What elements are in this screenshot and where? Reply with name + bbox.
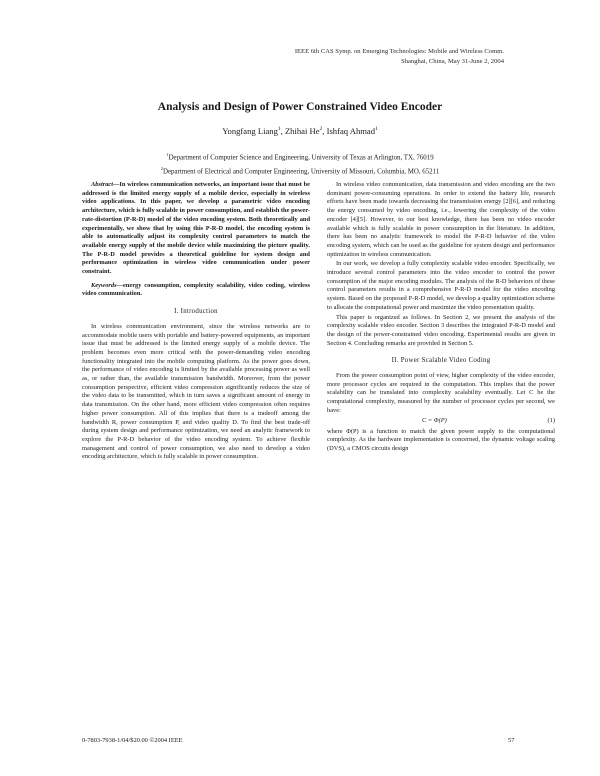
affiliation-1 [40, 150, 560, 164]
right-paragraph-1: In wireless video communication, data transmission and video encoding are the two dominant power-consuming operations. In order to extend the battery life, research efforts have been made towards decreasing the transmission energy [2][6], and reducing the energy consumed by video encoding, i.e., lowering the complexity of the video encoder [4][5]. However, to our best knowledge, there has been no video encoder available which is fully scalable in power consumption in the literature. In addition, there has been no analytic framework to model the P-R-D behavior of the video encoding system, which can be used as the guideline for system design and performance optimization in wireless communication. [327, 181, 555, 258]
abstract-text: In wireless communication networks, an important issue that must be addressed is the limited energy supply of a mobile device, especially in wireless video applications. In this paper, we develop a parametric video encoding architecture, which is fully scalable in power consumption, and establish the power-rate-distortion (P-R-D) model of the video encoding system. Both theoretically and experimentally, we show that by using this P-R-D model, the encoding system is able to automatically adjust its complexity control parameters to match the available energy supply of the mobile device while maximizing the picture quality. The P-R-D model provides a theoretical guideline for system design and performance optimization in wireless video communication under power constraint. [82, 181, 310, 276]
author-2-sup: 2 [319, 126, 323, 133]
right-paragraph-4: From the power consumption point of view, higher complexity of the video encoder, more processor cycles are required in the computation. This implies that the power scalability can be translated into complexity scalability eventually. Let C be the computational complexity, measured by the number of processor cycles per second, we have: [327, 372, 555, 414]
right-paragraph-3: This paper is organized as follows. In Section 2, we present the analysis of the complexity scalable video encoder. Section 3 describes the integrated P-R-D model and the design of the power-constrained video encoding. Experimental results are given in Section 4. Concluding remarks are provided in Section 5. [327, 313, 555, 347]
keywords-text: energy consumption, complexity scalability, video coding, wireless video communication. [82, 281, 310, 298]
left-column [82, 181, 310, 462]
paper-title: Analysis and Design of Power Constrained Video Encoder [157, 101, 443, 113]
author-3-name: Ishfaq Ahmad [326, 126, 376, 136]
author-list: Yongfang Liang$^1$, Zhihai He$^2$, Ishfaq Ahmad$^1$ [222, 126, 378, 136]
author-2-name: Zhihai He [284, 126, 320, 136]
equation-1-number: (1) [547, 416, 555, 424]
right-paragraph-5: where Φ(P) is a function to match the given power supply to the computational complexity. As the hardware implementation is concerned, the dynamic voltage scaling (DVS), a CMOS circuits design [327, 427, 555, 452]
section-1-paragraph: In wireless communication environment, since the wireless networks are to accommodate mobile users with portable and battery-powered equipments, an important issue that must be addressed is the limited energy supply of a mobile device. The problem becomes even more critical with the power-demanding video encoding functionality integrated into the mobile computing platform. As the power goes down, the performance of video encoding is limited by the available processing power as well as, or rather than, the available transmission bandwidth. Moreover, from the power consumption perspective, efficient video compression significantly reduces the size of the video data to be transmitted, which in turn saves a significant amount of energy in data transmission. On the other hand, more efficient video compression often requires higher power consumption. All of this implies that there is a tradeoff among the bandwidth R, power consumption P, and video quality D. To find the best trade-off during system design and performance optimization, we need an analytic framework to explore the P-R-D behavior of the video encoding system. To achieve flexible management and control of power consumption, we also need to develop a video encoding architecture, which is fully scalable in power consumption. [82, 322, 310, 461]
affiliation-2 [40, 164, 560, 178]
section-1-heading: I. Introduction [174, 308, 218, 316]
author-3-sup: 1 [375, 126, 378, 133]
section-2-heading: II. Power Scalable Video Coding [391, 357, 491, 365]
affiliation-2-text: Department of Electrical and Computer Engineering, University of Missouri, Columbia, MO, 65211 [162, 168, 440, 176]
right-paragraph-2: In our work, we develop a fully complexity scalable video encoder. Specifically, we introduce several control parameters into the video encoder to control the power consumption of the major encoding modules. The analysis of the R-D behaviors of these control parameters results in a comprehensive P-R-D model for the video encoding system. Based on the proposed P-R-D model, we develop a quality optimization scheme to allocate the computational power and maximize the video presentation quality. [327, 260, 555, 311]
keywords: Keywords—energy consumption, complexity scalability, video coding, wireless video communication. [82, 281, 310, 298]
abstract: Abstract—In wireless communication networks, an important issue that must be addressed is the limited energy supply of a mobile device, especially in wireless video applications. In this paper, we develop a parametric video encoding architecture, which is fully scalable in power consumption, and establish the power-rate-distortion (P-R-D) model of the video encoding system. Both theoretically and experimentally, we show that by using this P-R-D model, the encoding system is able to automatically adjust its complexity control parameters to match the available energy supply of the mobile device while maximizing the picture quality. The P-R-D model provides a theoretical guideline for system design and performance optimization in wireless video communication under power constraint. [82, 181, 310, 276]
page-number: 57 [508, 737, 515, 744]
equation-1-expression: C = Φ(P) [422, 416, 447, 424]
author-1-sup: 1 [277, 126, 281, 133]
affiliation-2-sup: 2 [160, 165, 163, 171]
conference-header [204, 47, 504, 67]
affiliation-1-text: Department of Computer Science and Engineering, University of Texas at Arlington, TX, 76019 [168, 154, 434, 162]
right-column [327, 181, 555, 454]
equation-1 [327, 417, 555, 427]
abstract-lead: Abstract [91, 181, 114, 188]
conference-line-2: Shanghai, China, May 31-June 2, 2004 [401, 58, 504, 65]
conference-line-1: IEEE 6th CAS Symp. on Emerging Technologies: Mobile and Wireless Comm. [294, 48, 504, 55]
author-1-name: Yongfang Liang [222, 126, 278, 136]
affiliation-1-sup: 1 [166, 152, 169, 157]
copyright-footer: 0-7803-7938-1/04/$20.00 ©2004 IEEE [82, 737, 183, 744]
affiliations [40, 150, 560, 178]
keywords-lead: Keywords [91, 281, 117, 289]
